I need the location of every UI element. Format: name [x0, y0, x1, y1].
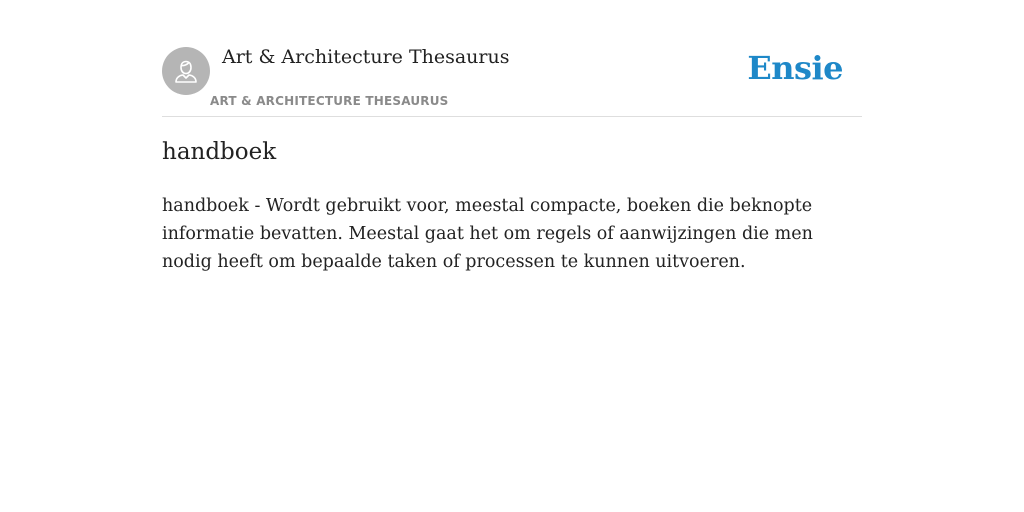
author-subtitle: ART & ARCHITECTURE THESAURUS	[210, 94, 449, 108]
author-name[interactable]: Art & Architecture Thesaurus	[222, 46, 510, 68]
brand-logo-link[interactable]: Ensie	[747, 49, 843, 87]
entry-header	[162, 46, 862, 117]
entry-definition: handboek - Wordt gebruikt voor, meestal compacte, boeken die beknopte informatie bevatten. Meestal gaat het om regels of aanwijzingen die men nodig heeft om bepaalde taken of processen te kunnen uitvoeren.	[162, 196, 813, 272]
entry-title: handboek	[162, 139, 277, 165]
avatar[interactable]	[162, 47, 210, 95]
user-icon	[172, 57, 200, 85]
